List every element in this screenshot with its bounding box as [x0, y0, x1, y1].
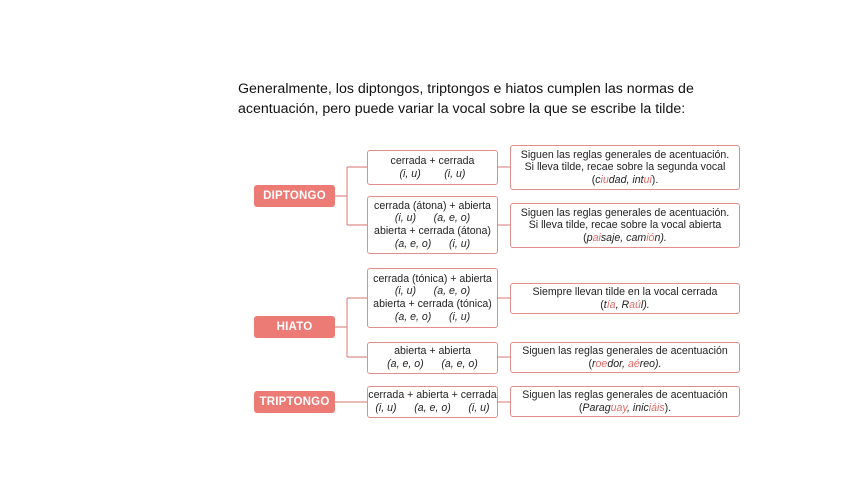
combination-line: cerrada + cerrada: [390, 154, 475, 167]
combination-line: (a, e, o) (a, e, o): [387, 358, 478, 370]
intro-line-2: acentuación, pero puede variar la vocal sobre la que se escribe la tilde:: [238, 101, 686, 117]
example-text: (: [578, 401, 583, 414]
combination-line: cerrada (tónica) + abierta: [373, 272, 492, 285]
hiato-combination-box-1: [367, 268, 498, 328]
diptongo-combination-box-1: [367, 150, 498, 185]
diptongo-rule-box-2: [510, 203, 740, 248]
example-text: t: [603, 298, 607, 311]
rule-line: Siguen las reglas generales de acentuación.: [520, 206, 730, 219]
rule-line: Si lleva tilde, recae sobre la segunda vocal: [524, 161, 726, 174]
example-text: , inic: [626, 401, 649, 414]
highlighted-vowels: aú: [629, 298, 641, 311]
combination-line: abierta + cerrada (átona): [374, 225, 491, 237]
combination-line: cerrada (átona) + abierta: [374, 199, 491, 212]
intro-text: [238, 79, 758, 119]
combination-line: abierta + abierta: [394, 345, 471, 358]
diptongo-combination-box-2: [367, 196, 498, 254]
highlighted-vowels: ía: [606, 298, 616, 311]
triptongo-combination-box: [367, 386, 498, 418]
highlighted-vowels: uay: [610, 401, 627, 414]
example-text: ).: [664, 401, 672, 414]
example-line: [588, 358, 661, 371]
example-text: (: [591, 173, 596, 186]
diptongo-rule-box-1: [510, 145, 740, 190]
highlighted-vowels: aé: [627, 357, 640, 370]
combination-line: abierta + cerrada (tónica): [373, 298, 492, 310]
highlighted-vowels: iu: [600, 173, 609, 186]
connector-diptongo: [335, 167, 367, 225]
combination-line: (i, u) (a, e, o): [394, 285, 471, 298]
highlighted-vowels: ai: [592, 231, 601, 244]
highlighted-vowels: ió: [646, 231, 655, 244]
example-text: c: [595, 173, 601, 186]
combination-line: cerrada + abierta + cerrada: [368, 389, 497, 402]
triptongo-rule-box: [510, 386, 740, 417]
example-text: dor,: [607, 357, 628, 370]
intro-line-1: Generalmente, los diptongos, triptongos e hiatos cumplen las normas de: [238, 81, 694, 97]
combination-line: (i, u) (i, u): [399, 167, 466, 180]
example-line: [600, 299, 650, 312]
rule-line: Si lleva tilde, recae sobre la vocal abierta: [528, 219, 722, 232]
example-line: [592, 174, 659, 187]
hiato-rule-box-1: [510, 283, 740, 314]
example-text: Parag: [582, 401, 611, 414]
example-text: p: [586, 231, 593, 244]
example-line: [579, 402, 671, 415]
example-text: , R: [615, 298, 630, 311]
rule-line: Siguen las reglas generales de acentuación: [522, 388, 728, 401]
highlighted-vowels: iáis: [648, 401, 665, 414]
example-line: [583, 232, 667, 245]
combination-line: (a, e, o) (i, u): [394, 310, 471, 323]
rule-line: Siguen las reglas generales de acentuación.: [520, 148, 730, 161]
example-text: r: [591, 357, 596, 370]
connector-hiato: [335, 298, 367, 357]
example-text: (: [600, 298, 604, 311]
rule-line: Siguen las reglas generales de acentuación: [522, 344, 728, 357]
example-text: n).: [654, 231, 667, 244]
hiato-rule-box-2: [510, 342, 740, 373]
highlighted-vowels: ui: [643, 173, 652, 186]
category-hiato: HIATO: [254, 316, 335, 338]
example-text: reo).: [639, 357, 662, 370]
example-text: l).: [640, 298, 650, 311]
example-text: saje, cam: [600, 231, 647, 244]
example-text: (: [583, 231, 587, 244]
rule-line: Siempre llevan tilde en la vocal cerrada: [532, 285, 718, 298]
category-diptongo: DIPTONGO: [254, 185, 335, 207]
example-text: (: [588, 357, 592, 370]
example-text: dad, int: [608, 173, 644, 186]
combination-line: (a, e, o) (i, u): [394, 237, 471, 250]
example-text: ).: [651, 173, 659, 186]
category-triptongo: TRIPTONGO: [254, 391, 335, 413]
hiato-combination-box-2: [367, 342, 498, 374]
highlighted-vowels: oe: [595, 357, 608, 370]
combination-line: (i, u) (a, e, o): [394, 212, 471, 225]
combination-line: (i, u) (a, e, o) (i, u): [375, 402, 490, 414]
